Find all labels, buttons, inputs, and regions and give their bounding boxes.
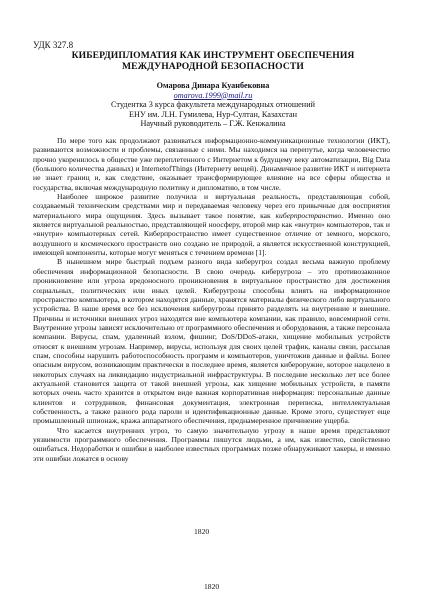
author-affiliation-1: Студентка 3 курса факультета международных отношений — [111, 100, 315, 110]
page-number-mid: 1820 — [194, 527, 210, 536]
page-number-footer: 1820 — [204, 582, 220, 591]
title-line-2: МЕЖДУНАРОДНОЙ БЕЗОПАСНОСТИ — [122, 61, 304, 72]
author-block — [60, 81, 366, 129]
paragraph-2-start: Наиболее широкое развитие получила и виртуальная реальность, представляющая собой, создаваемый техническим средствами мир и передаваемая человеку через его привычные для восприятия материального мира ощущения. Здесь вызывает такое понятие, как — [33, 192, 390, 220]
author-email[interactable]: omarova.1999@mail.ru — [173, 90, 253, 100]
paragraph-3: В нынешнем мире быстрый подъем разного вида киберугроз создал весьма важную проблему обеспечения информационной безопасности. В свою очередь киберугроза – это противозаконное проникновение или угроза вредоносного проникновения в виртуальное пространство для достижения социальных, политических или иных целей. Киберугрозы способны влиять на информационное пространство компьютера, в котором находятся данные, хранятся материалы физического либо виртуального устройства. В наше время все без исключения киберугрозы принято разделять на внутренние и внешние. Причины и источники внешних угроз находятся вне компьютера компании, как правило, вовсемирной сети. Внутренние угрозы зависят исключительно от программного обеспечения и оборудования, а также персонала компании. Вирусы, спам, удаленный взлом, фишинг, DoS/DDoS-атаки, хищение мобильных устройств относят к внешним угрозам. Например, вирусы, используя для своих целей трафик, каналы связи, рассылая спам, способны нарушить работоспособность программ и компьютеров, уничтожив данные и файлы. Более опасным вирусом, возникающим практически в последнее время, является кибероружие, которое нацелено в некоторых случаях на ликвидацию индустриальной инфраструктуры. В последние несколько лет все более актуальной становится защита от такой внешней угрозы, как хищение мобильных устройств, в памяти которых очень часто хранится в открытом виде важная корпоративная информация: персональные данные клиентов и сотрудников, финансовая документация, электронная переписка, интеллектуальная собственность, а также разного рода пароли и идентификационные данные. Кроме этого, существует еще промышленный шпионаж, кража аппаратного обеспечения, преднамеренное причинение ущерба. — [33, 257, 390, 426]
author-name: Омарова Динара Куанбековна — [156, 81, 270, 90]
title-line-1: КИБЕРДИПЛОМАТИЯ КАК ИНСТРУМЕНТ ОБЕСПЕЧЕНИЯ — [71, 50, 355, 61]
paragraph-4: Что касается внутренних угроз, то самую значительную угрозу в наше время представляют уязвимости программного обеспечения. Программы пишутся людьми, а им, как известно, свойственно ошибаться. Недоработки и ошибки в наиболее известных программах позже обнаруживают хакеры, и именно эти ошибки ложатся в основу — [33, 425, 390, 463]
supervisor: Научный руководитель – Г.Ж. Кенжалина — [140, 119, 286, 129]
paragraph-2-end: . Именно оно является виртуальной реальностью, представляющей ноосферу, второй мир как «внутри» компьютеров, так и «внутри» компьютерных сетей. Киберпространство имеет существенное отличие от земного, морского, воздушного и космического пространств оно создано не природой, а является искусственной конструкцией, имеющей компоненты, которые могут меняться с течением времени [1]. — [33, 210, 391, 258]
udk-code: УДК 327.8 — [33, 40, 74, 50]
paragraph-2 — [33, 192, 390, 257]
paragraph-2-term: киберпространство — [275, 210, 342, 220]
article-title — [48, 50, 378, 72]
article-body — [33, 136, 390, 463]
author-affiliation-2: ЕНУ им. Л.Н. Гумилева, Нур-Султан, Казахстан — [129, 109, 297, 119]
paragraph-1: По мере того как продолжают развиваться информационно-коммуникационные технологии (ИКТ), развиваются возможности и проблемы, связанные с ними. Мы находимся на перепутье, когда человечество прочно укоренилось в обществе уже переплетенного с Интернетом к будущему веку автоматизации, Big Data (большого количества данных) и InternetofThings (Интернету вещей). Динамичное развитие ИКТ и интернета не знает границ и, как следствие, оказывает трансформирующее влияние на все сферы общества и государства, включая международную политику и дипломатию, в том числе. — [33, 136, 390, 192]
